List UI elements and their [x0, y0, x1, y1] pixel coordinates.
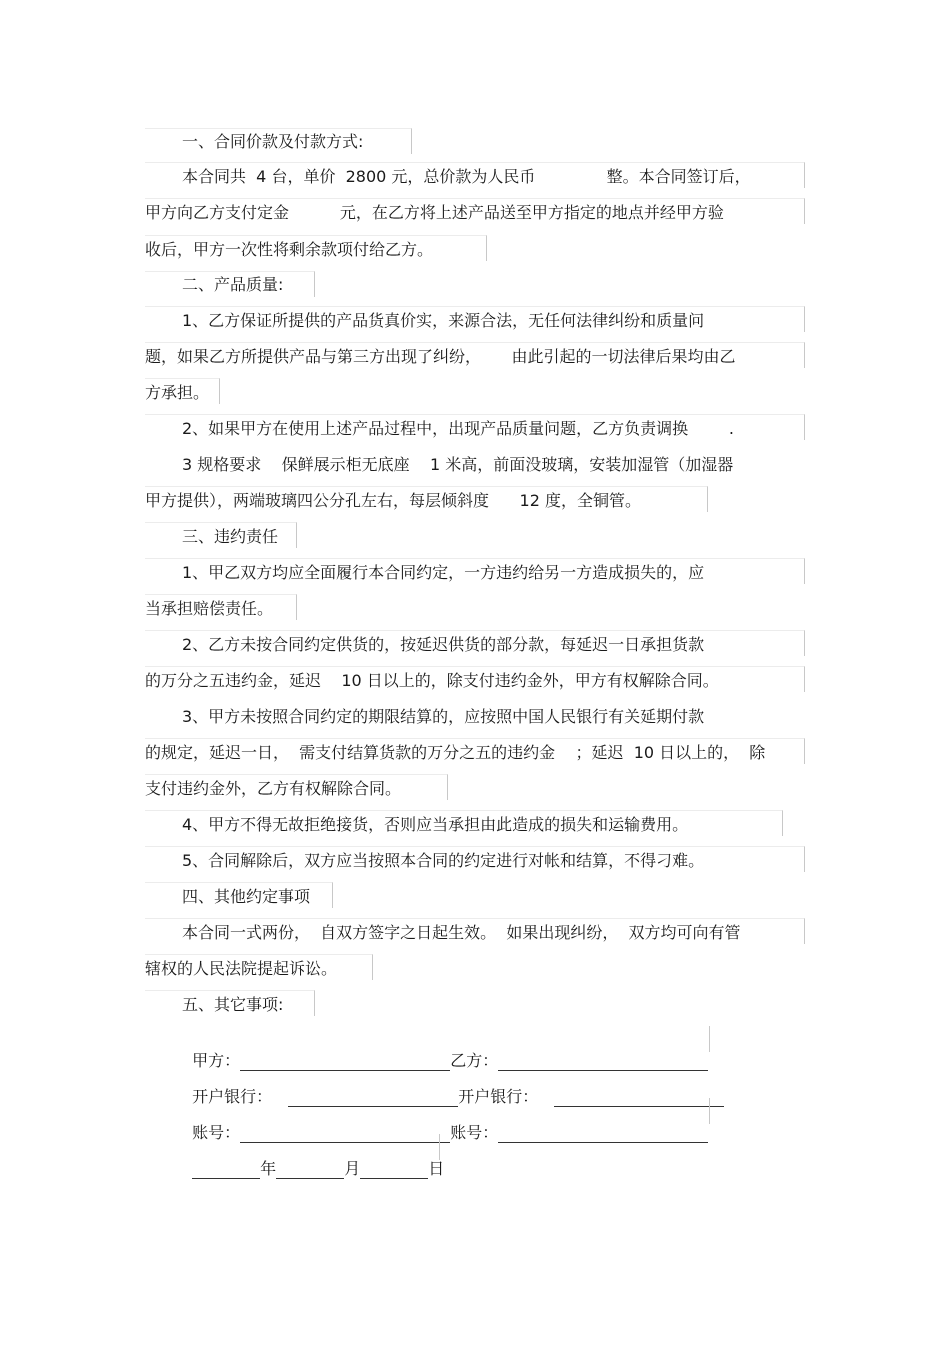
text-box-border: [145, 630, 805, 656]
text-box-border: [145, 666, 805, 692]
paragraph-line: 1、甲乙双方均应全面履行本合同约定，一方违约给另一方造成损失的，应: [182, 563, 705, 582]
paragraph-line: 1、乙方保证所提供的产品货真价实，来源合法，无任何法律纠纷和质量问: [182, 311, 705, 330]
text-box-border: [145, 1026, 710, 1052]
text-box-border: [145, 810, 783, 836]
paragraph-line: 的规定，延迟一日， 需支付结算货款的万分之五的违约金 ；延迟 10 日以上的， 除: [145, 743, 766, 762]
paragraph-line: 5、合同解除后，双方应当按照本合同的约定进行对帐和结算，不得刁难。: [182, 851, 705, 870]
account-b-label: 账号：: [450, 1123, 499, 1142]
text-box-border: [145, 522, 297, 548]
paragraph-line: 本合同共 4 台，单价 2800 元，总价款为人民币 整。本合同签订后，: [182, 167, 751, 186]
paragraph-line: 3、甲方未按照合同约定的期限结算的，应按照中国人民银行有关延期付款: [182, 707, 705, 726]
section-heading-breach: 三、违约责任: [182, 527, 279, 546]
section-heading-misc: 五、其它事项:: [182, 995, 284, 1014]
account-b-blank[interactable]: [498, 1124, 708, 1143]
text-box-border: [145, 414, 805, 440]
month-blank[interactable]: [276, 1160, 344, 1179]
paragraph-line: 当承担赔偿责任。: [145, 599, 274, 618]
paragraph-line: 甲方向乙方支付定金 元，在乙方将上述产品送至甲方指定的地点并经甲方验: [145, 203, 724, 222]
text-box-border: [145, 1098, 710, 1124]
text-box-border: [145, 198, 805, 224]
text-box-border: [145, 882, 333, 908]
paragraph-line: 辖权的人民法院提起诉讼。: [145, 959, 338, 978]
text-box-border: [145, 235, 487, 261]
paragraph-line: 方承担。: [145, 383, 210, 402]
paragraph-line: 2、如果甲方在使用上述产品过程中，出现产品质量问题，乙方负责调换 .: [182, 419, 734, 438]
text-box-border: [145, 594, 297, 620]
paragraph-line: 甲方提供），两端玻璃四公分孔左右，每层倾斜度 12 度，全铜管。: [145, 491, 641, 510]
text-box-border: [145, 378, 220, 404]
paragraph-line: 支付违约金外，乙方有权解除合同。: [145, 779, 402, 798]
paragraph-line: 的万分之五违约金，延迟 10 日以上的，除支付违约金外，甲方有权解除合同。: [145, 671, 719, 690]
text-box-border: [145, 738, 805, 764]
day-blank[interactable]: [360, 1160, 428, 1179]
paragraph-line: 本合同一式两份， 自双方签字之日起生效。 如果出现纠纷， 双方均可向有管: [182, 923, 741, 942]
month-label: 月: [344, 1159, 361, 1178]
year-label: 年: [260, 1159, 277, 1178]
year-blank[interactable]: [192, 1160, 260, 1179]
text-box-border: [145, 342, 805, 368]
party-b-label: 乙方：: [450, 1051, 499, 1070]
paragraph-line: 收后，甲方一次性将剩余款项付给乙方。: [145, 240, 434, 259]
section-heading-other: 四、其他约定事项: [182, 887, 311, 906]
text-box-border: [145, 486, 708, 512]
text-box-border: [145, 128, 412, 154]
text-box-border: [145, 162, 805, 188]
text-box-border: [145, 954, 373, 980]
bank-b-label: 开户银行：: [458, 1087, 539, 1106]
text-box-border: [145, 846, 805, 872]
paragraph-line: 题，如果乙方所提供产品与第三方出现了纠纷， 由此引起的一切法律后果均由乙: [145, 347, 736, 366]
section-heading-price: 一、合同价款及付款方式:: [182, 132, 364, 151]
paragraph-line: 4、甲方不得无故拒绝接货，否则应当承担由此造成的损失和运输费用。: [182, 815, 689, 834]
paragraph-line: 2、乙方未按合同约定供货的，按延迟供货的部分款，每延迟一日承担货款: [182, 635, 705, 654]
bank-a-label: 开户银行：: [192, 1087, 273, 1106]
text-box-border: [145, 990, 315, 1016]
party-a-label: 甲方：: [192, 1051, 241, 1070]
section-heading-quality: 二、产品质量:: [182, 275, 284, 294]
text-box-border: [145, 774, 448, 800]
day-label: 日: [428, 1159, 445, 1178]
text-box-border: [145, 918, 805, 944]
text-box-border: [145, 306, 805, 332]
account-a-label: 账号：: [192, 1123, 241, 1142]
paragraph-line: 3 规格要求 保鲜展示柜无底座 1 米高，前面没玻璃，安装加湿管（加湿器: [182, 455, 734, 474]
text-box-border: [145, 271, 315, 297]
text-box-border: [145, 558, 805, 584]
text-box-border: [145, 1134, 440, 1160]
